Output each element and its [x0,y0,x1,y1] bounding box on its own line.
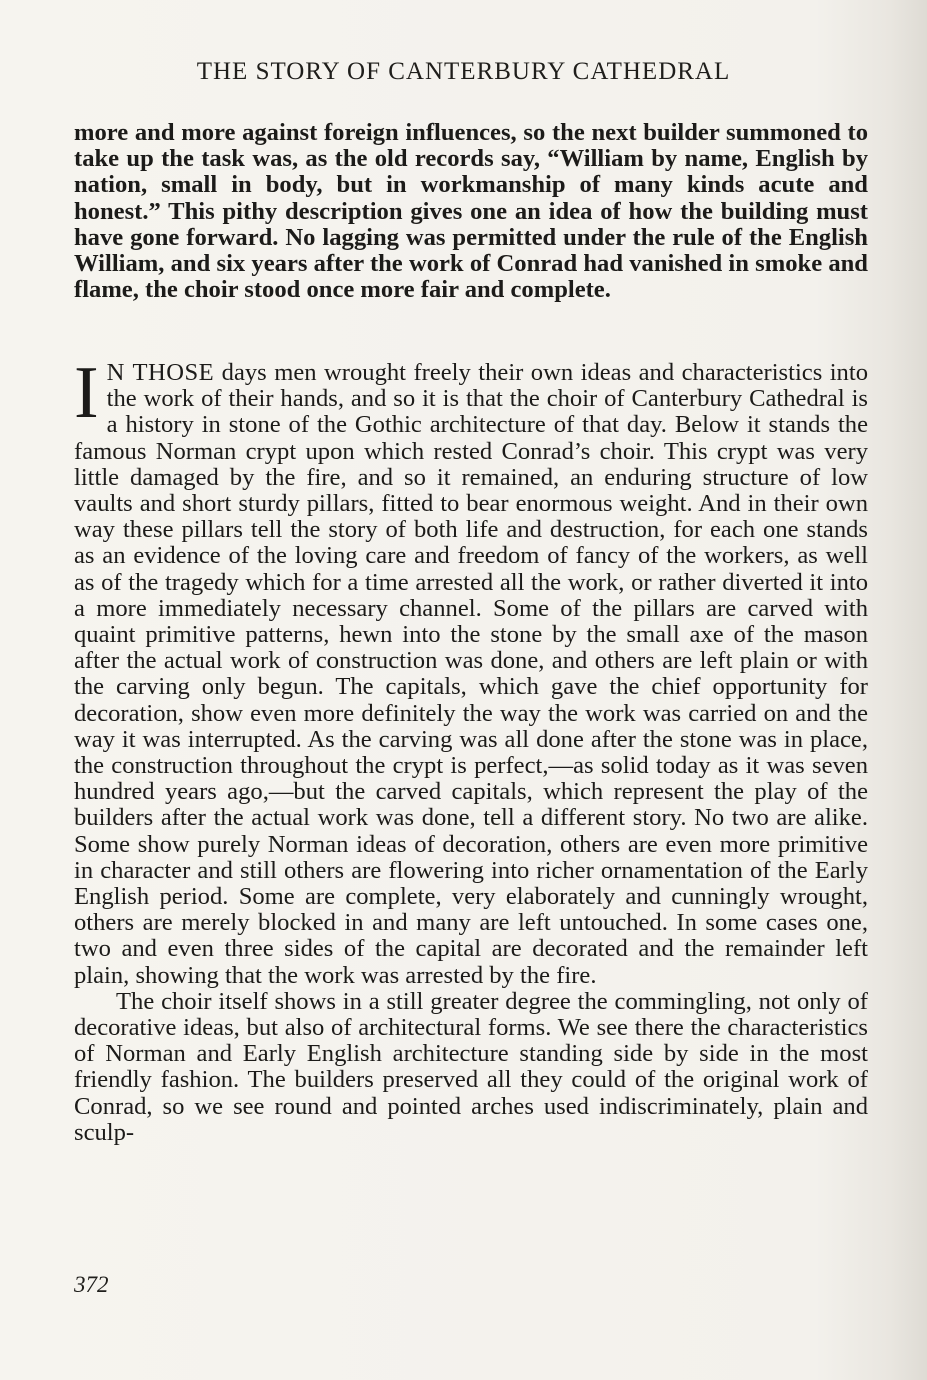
paragraph-1-text: days men wrought freely their own ideas and characteristics into the work of their hands, and so it is that the choir of Canterbury Cathedral is a history in stone of the Gothic architecture of that day. Below it stands the famous Norman crypt upon which rested Conrad’s choir. This crypt was very little damaged by the fire, and so it remained, an enduring structure of low vaults and short sturdy pillars, fitted to bear enormous weight. And in their own way these pillars tell the story of both life and destruction, for each one stands as an evidence of the loving care and freedom of fancy of the workers, as well as of the tragedy which for a time arrested all the work, or rather diverted it into a more immediately necessary channel. Some of the pillars are carved with quaint primitive patterns, hewn into the stone by the small axe of the mason after the actual work of construction was done, and others are left plain or with the carving only begun. The capitals, which gave the chief opportunity for decoration, show even more definitely the way the work was carried on and the way it was interrupted. As the carving was all done after the stone was in place, the construction throughout the crypt is perfect,—as solid today as it was seven hundred years ago,—but the carved capitals, which represent the play of the builders after the actual work was done, tell a different story. No two are alike. Some show purely Norman ideas of decoration, others are even more primitive in character and still others are flowering into richer ornamentation of the Early English period. Some are complete, very elaborately and cunningly wrought, others are merely blocked in and many are left untouched. In some cases one, two and even three sides of the capital are decorated and the remainder left plain, showing that the work was arrested by the fire. [74,359,868,989]
section-body [74,352,868,1146]
running-head: THE STORY OF CANTERBURY CATHEDRAL [196,58,731,85]
lead-small-caps: N THOSE [106,359,215,386]
section-paragraph-1 [74,352,868,989]
section-paragraph-2: The choir itself shows in a still greater degree the commingling, not only of decorative ideas, but also of architectural forms. We see there the characteristics of Norman and Early English architecture standing side by side in the most friendly fashion. The builders preserved all they could of the original work of Conrad, so we see round and pointed arches used indiscriminately, plain and sculp- [74,987,868,1146]
page-number: 372 [74,1272,109,1297]
continuation-block [74,120,868,303]
drop-cap: I [74,352,99,434]
continuation-paragraph: more and more against foreign influences, so the next builder summoned to take up the task was, as the old records say, “William by name, English by nation, small in body, but in workmanship of many kinds acute and honest.” This pithy description gives one an idea of how the building must have gone forward. No lagging was permitted under the rule of the English William, and six years after the work of Conrad had vanished in smoke and flame, the choir stood once more fair and complete. [74,119,868,304]
